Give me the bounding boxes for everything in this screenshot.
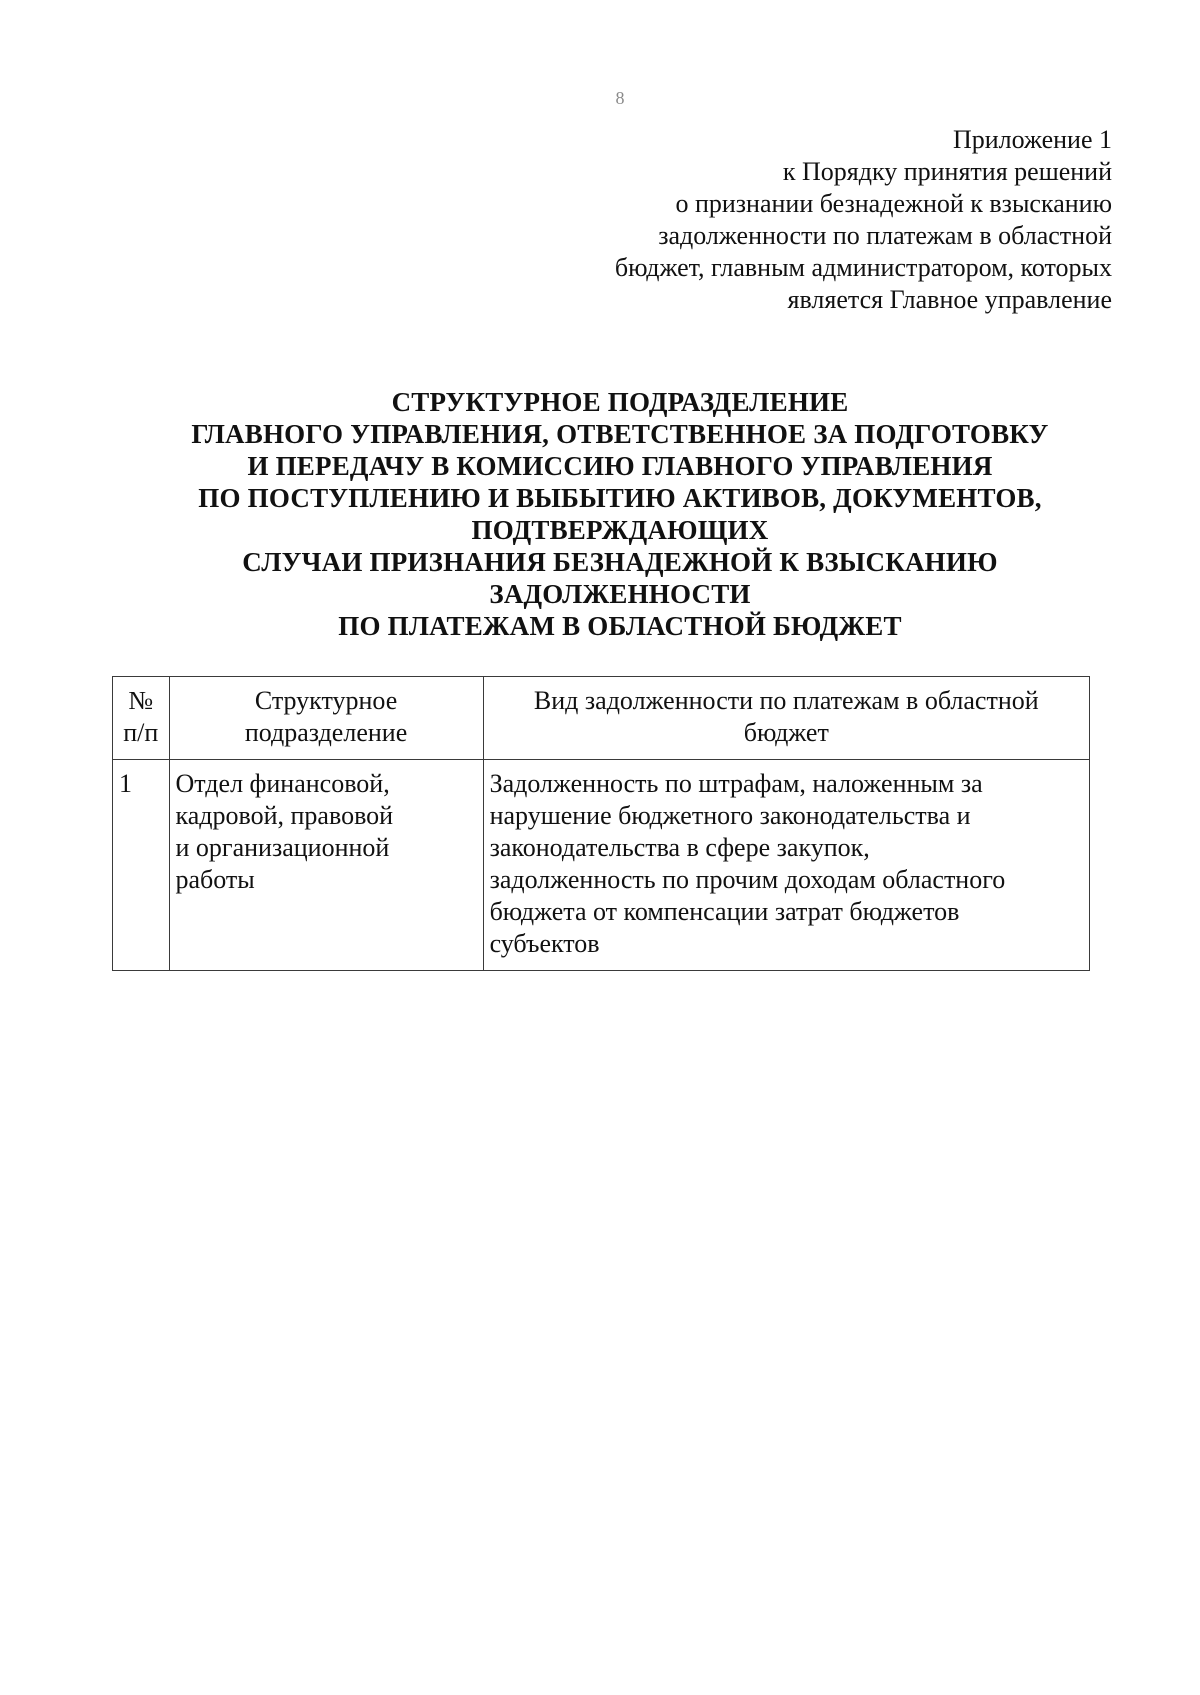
- title-line: ГЛАВНОГО УПРАВЛЕНИЯ, ОТВЕТСТВЕННОЕ ЗА ПОДГОТОВКУ: [191, 419, 1049, 449]
- appendix-line: о признании безнадежной к взысканию: [675, 189, 1112, 218]
- header-unit-line: подразделение: [244, 718, 408, 747]
- debt-type-line: законодательства в сфере закупок,: [489, 833, 870, 862]
- header-structural-unit: [169, 677, 483, 760]
- title-line: ПО ПОСТУПЛЕНИЮ И ВЫБЫТИЮ АКТИВОВ, ДОКУМЕНТОВ,: [198, 483, 1042, 513]
- header-debt-type: [483, 677, 1089, 760]
- appendix-line: задолженности по платежам в областной: [658, 221, 1112, 250]
- header-unit-line: Структурное: [254, 686, 398, 715]
- header-type-line: Вид задолженности по платежам в областной: [533, 686, 1039, 715]
- debt-type-line: бюджета от компенсации затрат бюджетов: [489, 897, 960, 926]
- document-title: [100, 386, 1140, 642]
- header-number-line: п/п: [123, 718, 159, 747]
- title-line: СТРУКТУРНОЕ ПОДРАЗДЕЛЕНИЕ: [391, 387, 849, 417]
- debt-type-line: Задолженность по штрафам, наложенным за: [489, 769, 983, 798]
- unit-line: работы: [175, 865, 255, 894]
- debt-type-line: нарушение бюджетного законодательства и: [489, 801, 971, 830]
- title-line: ПО ПЛАТЕЖАМ В ОБЛАСТНОЙ БЮДЖЕТ: [338, 611, 902, 641]
- title-line: И ПЕРЕДАЧУ В КОМИССИЮ ГЛАВНОГО УПРАВЛЕНИЯ: [247, 451, 993, 481]
- unit-line: и организационной: [175, 833, 390, 862]
- appendix-line: бюджет, главным администратором, которых: [614, 253, 1112, 282]
- debt-type-line: задолженность по прочим доходам областного: [489, 865, 1006, 894]
- appendix-line: Приложение 1: [952, 125, 1112, 154]
- appendix-reference: [492, 124, 1112, 316]
- title-line: ЗАДОЛЖЕННОСТИ: [489, 579, 751, 609]
- appendix-line: является Главное управление: [787, 285, 1112, 314]
- row-structural-unit: [169, 760, 483, 971]
- row-number: 1: [113, 760, 170, 971]
- title-line: СЛУЧАИ ПРИЗНАНИЯ БЕЗНАДЕЖНОЙ К ВЗЫСКАНИЮ: [242, 547, 998, 577]
- row-debt-type: [483, 760, 1089, 971]
- debt-type-line: субъектов: [489, 929, 600, 958]
- header-type-line: бюджет: [743, 718, 829, 747]
- structural-units-table: [112, 676, 1090, 971]
- unit-line: Отдел финансовой,: [175, 769, 390, 798]
- header-number: [113, 677, 170, 760]
- appendix-line: к Порядку принятия решений: [782, 157, 1112, 186]
- title-line: ПОДТВЕРЖДАЮЩИХ: [471, 515, 769, 545]
- table-header-row: [113, 677, 1090, 760]
- table-row: [113, 760, 1090, 971]
- page-number: 8: [615, 88, 625, 108]
- unit-line: кадровой, правовой: [175, 801, 394, 830]
- header-number-line: №: [128, 686, 154, 715]
